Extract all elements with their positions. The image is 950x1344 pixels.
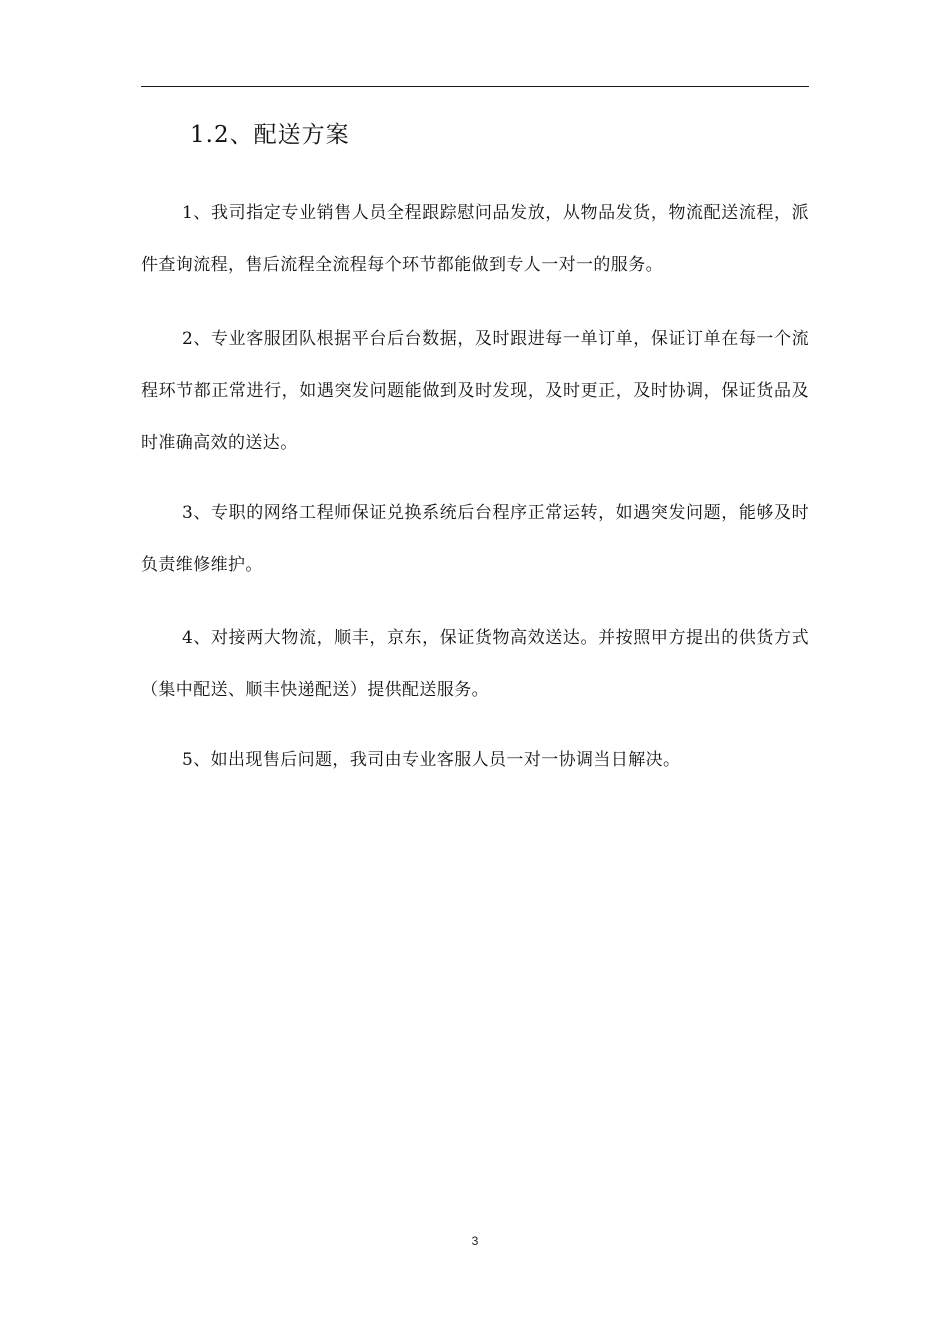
paragraph-3: 3、专职的网络工程师保证兑换系统后台程序正常运转，如遇突发问题，能够及时负责维修维护。 [141, 503, 809, 575]
paragraph-1: 1、我司指定专业销售人员全程跟踪慰问品发放，从物品发货，物流配送流程，派件查询流程，售后流程全流程每个环节都能做到专人一对一的服务。 [141, 203, 809, 275]
paragraph-5: 5、如出现售后问题，我司由专业客服人员一对一协调当日解决。 [182, 750, 681, 770]
header-rule [141, 86, 809, 87]
section-title: 1.2、配送方案 [190, 122, 350, 148]
paragraph-4: 4、对接两大物流，顺丰，京东，保证货物高效送达。并按照甲方提出的供货方式（集中配送、顺丰快递配送）提供配送服务。 [141, 628, 809, 700]
page-number: 3 [471, 1234, 479, 1248]
paragraph-2: 2、专业客服团队根据平台后台数据，及时跟进每一单订单，保证订单在每一个流程环节都正常进行，如遇突发问题能做到及时发现，及时更正，及时协调，保证货品及时准确高效的送达。 [141, 329, 809, 453]
